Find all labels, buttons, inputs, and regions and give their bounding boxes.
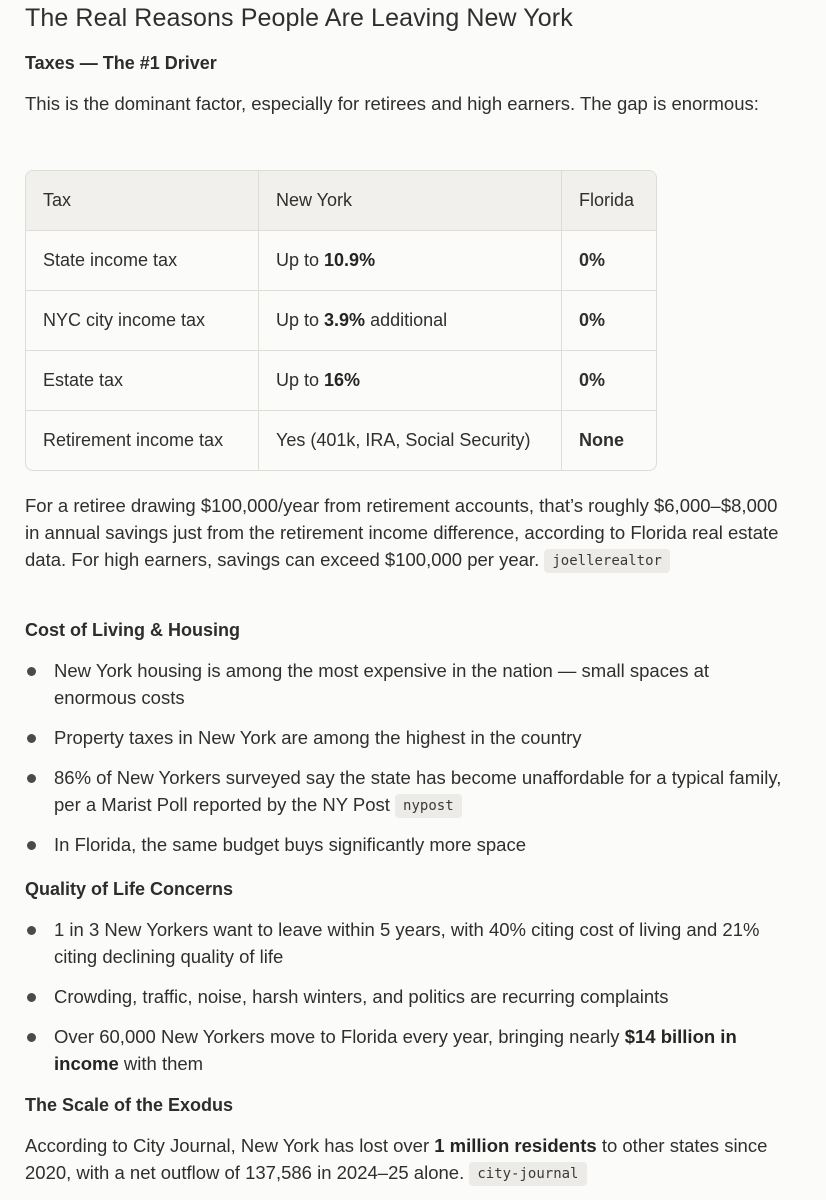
source-chip-nypost[interactable]: nypost <box>395 794 462 818</box>
table-row <box>26 411 656 471</box>
page-title: The Real Reasons People Are Leaving New York <box>25 4 573 32</box>
bullet-icon <box>27 993 36 1002</box>
source-chip-joellerealtor[interactable]: joellerealtor <box>544 549 670 573</box>
table-header-tax: Tax <box>26 171 259 231</box>
scale-paragraph: According to City Journal, New York has lost over 1 million residents to other states since 2020, with a net outflow of 137,586 in 2024–25 alone. city-journal <box>25 1132 785 1186</box>
table-cell-tax: NYC city income tax <box>26 291 259 351</box>
table-cell-new-york: Up to 10.9% <box>259 231 562 291</box>
taxes-intro: This is the dominant factor, especially for retirees and high earners. The gap is enormous: <box>25 93 759 114</box>
tax-comparison-table <box>25 170 657 471</box>
list-item: New York housing is among the most expensive in the nation — small spaces at enormous costs <box>25 657 785 711</box>
table-row <box>26 231 656 291</box>
table-cell-florida: 0% <box>562 351 657 411</box>
table-cell-tax: Estate tax <box>26 351 259 411</box>
table-cell-new-york: Up to 3.9% additional <box>259 291 562 351</box>
section-heading-taxes: Taxes — The #1 Driver <box>25 53 217 73</box>
table-cell-florida: None <box>579 430 624 450</box>
list-item: 1 in 3 New Yorkers want to leave within 5 years, with 40% citing cost of living and 21% citing declining quality of life <box>25 916 785 970</box>
table-header-florida: Florida <box>562 171 657 231</box>
table-header-new-york: New York <box>259 171 562 231</box>
table-cell-florida: 0% <box>562 291 657 351</box>
taxes-summary-paragraph: For a retiree drawing $100,000/year from retirement accounts, that’s roughly $6,000–$8,000 in annual savings just from the retirement income difference, according to Florida real estate data. For high earners, savings can exceed $100,000 per year. joellerealtor <box>25 492 785 573</box>
table-row <box>26 351 656 411</box>
table-cell-tax: Retirement income tax <box>26 411 259 471</box>
table-cell-tax: State income tax <box>26 231 259 291</box>
table-cell-new-york: Yes (401k, IRA, Social Security) <box>259 411 562 471</box>
bullet-icon <box>27 1033 36 1042</box>
bullet-icon <box>27 667 36 676</box>
quality-of-life-list <box>25 916 785 1090</box>
section-heading-cost-of-living: Cost of Living & Housing <box>25 620 240 640</box>
section-heading-scale-of-exodus: The Scale of the Exodus <box>25 1095 234 1115</box>
list-item: Crowding, traffic, noise, harsh winters, and politics are recurring complaints <box>25 983 785 1010</box>
list-item: Property taxes in New York are among the highest in the country <box>25 724 785 751</box>
bullet-icon <box>27 926 36 935</box>
table-row <box>26 291 656 351</box>
bullet-icon <box>27 774 36 783</box>
list-item: In Florida, the same budget buys significantly more space <box>25 831 785 858</box>
cost-of-living-list <box>25 657 785 871</box>
table-header-row <box>26 171 656 231</box>
source-chip-city-journal[interactable]: city-journal <box>469 1162 586 1186</box>
list-item: 86% of New Yorkers surveyed say the state has become unaffordable for a typical family, per a Marist Poll reported by the NY Post nypost <box>25 764 785 818</box>
list-item: Over 60,000 New Yorkers move to Florida every year, bringing nearly $14 billion in income with them <box>25 1023 785 1077</box>
bullet-icon <box>27 734 36 743</box>
table-cell-florida: 0% <box>562 231 657 291</box>
table-cell-new-york: Up to 16% <box>259 351 562 411</box>
section-heading-quality-of-life: Quality of Life Concerns <box>25 879 234 899</box>
bullet-icon <box>27 841 36 850</box>
